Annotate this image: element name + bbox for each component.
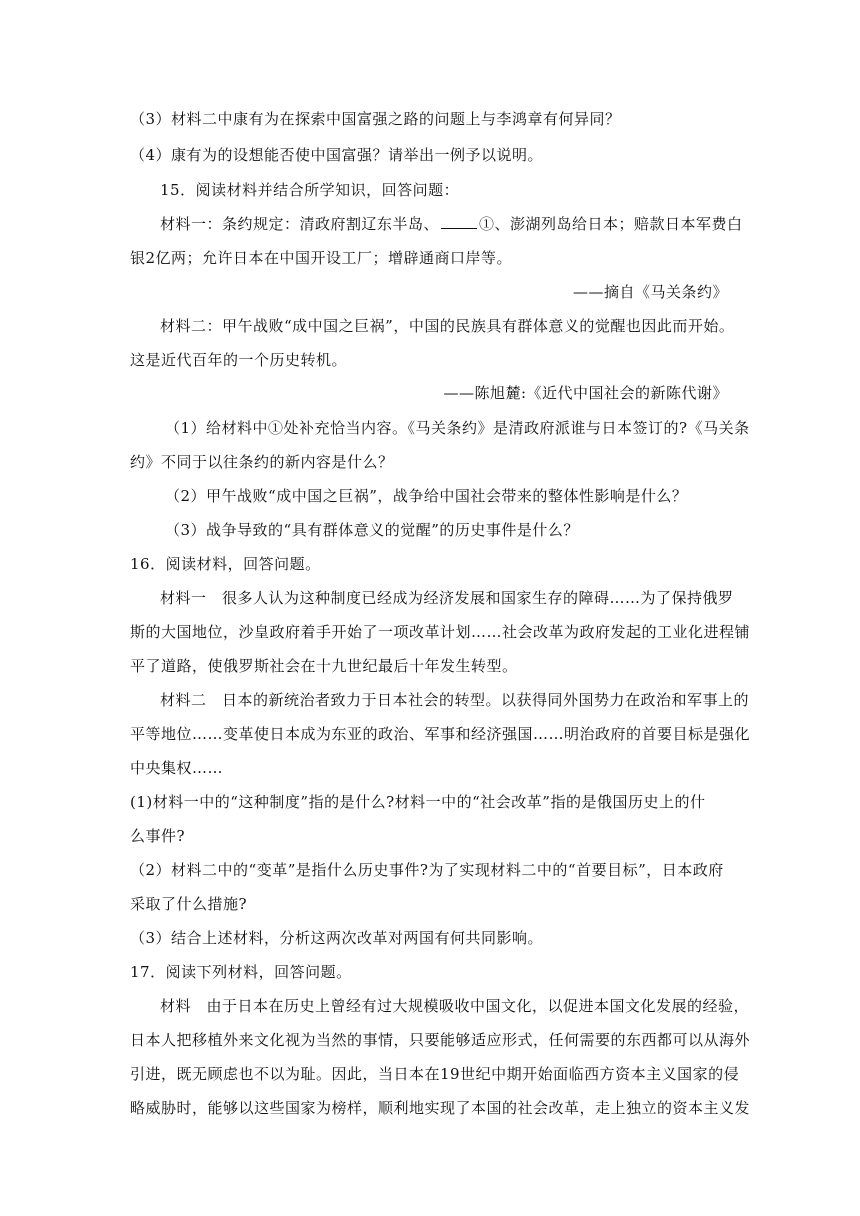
text-line: 材料二 日本的新统治者致力于日本社会的转型。以获得同外国势力在政治和军事上的 [160,691,750,709]
source-citation: ——陈旭麓:《近代中国社会的新陈代谢》 [443,384,728,402]
text-line: 斯的大国地位，沙皇政府着手开始了一项改革计划……社会改革为政府发起的工业化进程铺 [130,623,751,641]
question-heading: 17．阅读下列材料，回答问题。 [130,963,352,981]
question-line: 么事件? [130,827,186,845]
text-line: 15．阅读材料并结合所学知识，回答问题： [160,181,460,199]
text-line: 材料 由于日本在历史上曾经有过大规模吸收中国文化，以促进本国文化发展的经验， [160,997,750,1015]
text-line: （3）材料二中康有为在探索中国富强之路的问题上与李鸿章有何异同？ [130,110,621,128]
text-line: 平了道路，使俄罗斯社会在十九世纪最后十年发生转型。 [130,657,518,675]
question-line: （1）给材料中①处补充恰当内容。《马关条约》是清政府派谁与日本签订的?《马关条 [165,419,750,437]
question-line: （3）战争导致的“具有群体意义的觉醒”的历史事件是什么？ [165,521,579,539]
text-segment: 材料一：条约规定：清政府割辽东半岛、 [160,215,440,233]
question-line: 采取了什么措施? [130,895,248,913]
question-line: (1)材料一中的“这种制度”指的是什么?材料一中的“社会改革”指的是俄国历史上的什 [130,793,706,811]
source-citation: ——摘自《马关条约》 [572,283,728,301]
text-line: （4）康有为的设想能否使中国富强？请举出一例予以说明。 [130,146,544,164]
question-line: （3）结合上述材料，分析这两次改革对两国有何共同影响。 [130,929,544,947]
question-line: （2）甲午战败“成中国之巨祸”，战争给中国社会带来的整体性影响是什么？ [165,487,688,505]
text-segment: ①、澎湖列岛给日本；赔款日本军费白 [479,215,743,233]
text-line: 引进，既无顾虑也不以为耻。因此，当日本在19世纪中期开始面临西方资本主义国家的侵 [130,1065,740,1083]
text-line: 材料二：甲午战败“成中国之巨祸”，中国的民族具有群体意义的觉醒也因此而开始。 [160,317,735,335]
text-line: 银2亿两；允许日本在中国开设工厂；增辟通商口岸等。 [130,249,513,267]
text-line: 略威胁时，能够以这些国家为榜样，顺利地实现了本国的社会改革，走上独立的资本主义发 [130,1099,751,1117]
text-line: 日本人把移植外来文化视为当然的事情，只要能够适应形式，任何需要的东西都可以从海外 [130,1031,751,1049]
question-heading: 16．阅读材料，回答问题。 [130,555,321,573]
answer-blank [441,214,477,229]
question-line: 约》不同于以往条约的新内容是什么？ [130,453,394,471]
text-line: 中央集权…… [130,759,224,777]
text-line [160,214,860,234]
text-line: 这是近代百年的一个历史转机。 [130,351,348,369]
text-line: 平等地位……变革使日本成为东亚的政治、军事和经济强国……明治政府的首要目标是强化 [130,725,751,743]
question-line: （2）材料二中的“变革”是指什么历史事件?为了实现材料二中的“首要目标”，日本政府 [130,861,724,879]
text-line: 材料一 很多人认为这种制度已经成为经济发展和国家生存的障碍……为了保持俄罗 [160,589,734,607]
